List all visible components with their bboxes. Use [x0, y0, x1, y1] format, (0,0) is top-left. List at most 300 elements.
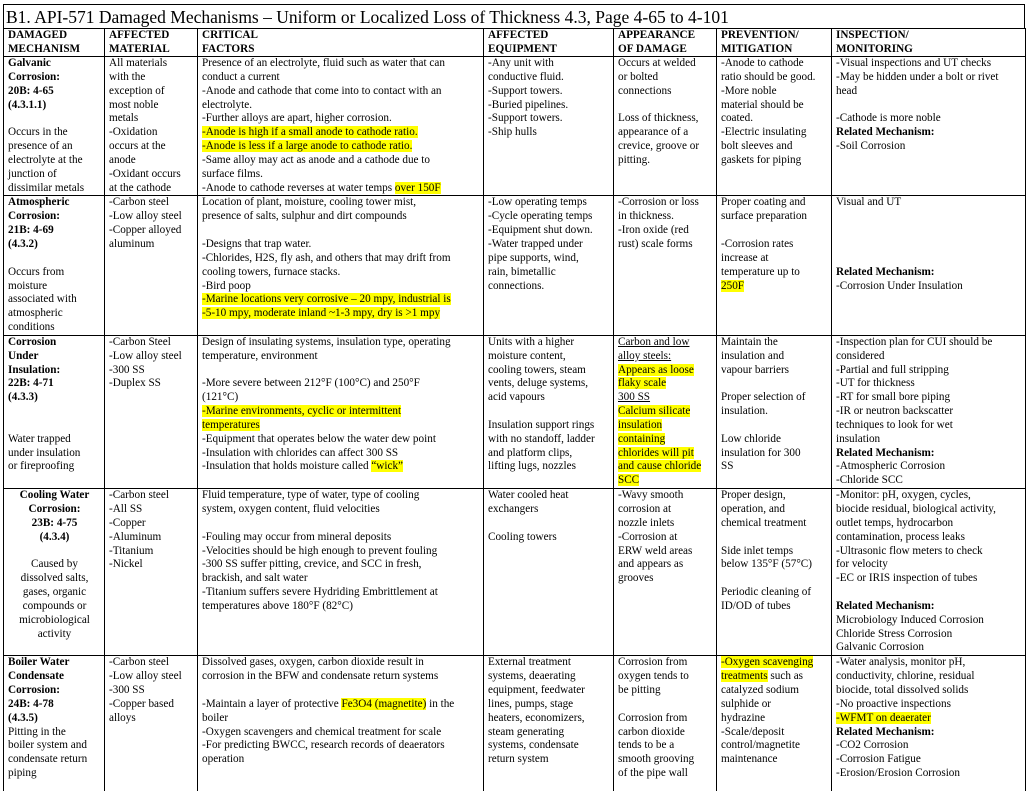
highlighted-text: -Oxygen scavenging [721, 656, 814, 669]
cell-text-line: Maintain the [721, 335, 778, 348]
cell-text-line: FACTORS [202, 42, 255, 55]
cell-text-line: Related Mechanism: [836, 599, 935, 612]
cell-text-line: corrosion at [618, 503, 672, 515]
cell-text-line: AFFECTED [488, 29, 549, 41]
cell-text-line: -Equipment that operates below the water dew point [202, 432, 436, 445]
equipment-cell [484, 57, 614, 196]
cell-text-line: -Insulation with chlorides can affect 300 SS [202, 446, 399, 459]
appearance-cell [614, 489, 717, 656]
cell-text-line: insulation and [721, 349, 785, 362]
inspection-cell [832, 57, 1026, 196]
cell-text-line: conductivity, chlorine, residual [836, 670, 975, 683]
cell-text-line: DAMAGED [8, 29, 68, 41]
cell-text-line: Dissolved gases, oxygen, carbon dioxide result in [202, 656, 424, 669]
inspection-cell [832, 489, 1026, 656]
cell-text-line: operation [202, 753, 245, 766]
cell-text-line: alloy steels: [618, 349, 672, 362]
cell-text-line: most noble [109, 98, 159, 111]
equipment-cell [484, 335, 614, 488]
cell-text-line: system, oxygen content, fluid velocities [202, 503, 380, 515]
inspection-cell [832, 335, 1026, 488]
cell-text-line: connections [618, 84, 672, 97]
cell-text-line: -Iron oxide (red [618, 224, 689, 237]
cell-text-line: -UT for thickness [836, 377, 915, 390]
cell-text-line: corrosion in the BFW and condensate return systems [202, 670, 439, 683]
cell-text-line: below 135°F (57°C) [721, 558, 812, 571]
cell-text-line: -For predicting BWCC, research records of deaerators [202, 739, 445, 752]
cell-text-line: (4.3.3) [8, 391, 38, 404]
cell-text-line: boiler system and [8, 739, 87, 752]
cell-text-line: conduct a current [202, 70, 280, 83]
highlighted-text: -Anode is less if a large anode to cathode ratio. [202, 140, 413, 153]
material-cell [105, 196, 198, 335]
cell-text-line: Atmospheric [8, 196, 70, 209]
cell-text-line: Water cooled heat [488, 489, 569, 502]
cell-text-line: -Cathode is more noble [836, 112, 941, 125]
cell-text-line: -Buried pipelines. [488, 98, 569, 111]
cell-text-line: techniques to look for wet [836, 418, 953, 431]
cell-text-line: 22B: 4-71 [8, 377, 54, 390]
cell-text-line: Periodic cleaning of [721, 586, 812, 599]
cell-text-line: grooves [618, 572, 654, 585]
highlighted-text: -5-10 mpy, moderate inland ~1-3 mpy, dry is >1 mpy [202, 307, 441, 320]
cell-text-line: -Erosion/Erosion Corrosion [836, 767, 960, 780]
inspection-cell [832, 656, 1026, 791]
cell-text-line: Corrosion: [28, 503, 81, 515]
header-appearance [614, 29, 717, 57]
header-prevention [717, 29, 832, 57]
cell-text-line: control/magnetite [721, 739, 800, 752]
cell-text-line: -Nickel [109, 558, 143, 571]
cell-text-line: with the [109, 70, 146, 83]
factors-cell [198, 489, 484, 656]
cell-text-line: External treatment [488, 656, 571, 669]
cell-text-line: -Chlorides, H2S, fly ash, and others that may drift from [202, 251, 451, 264]
appearance-cell [614, 57, 717, 196]
cell-text-line: -Ship hulls [488, 126, 537, 139]
cell-text-line: 20B: 4-65 [8, 84, 54, 97]
cell-text-line: or fireproofing [8, 460, 75, 473]
cell-text-line: Galvanic [8, 57, 51, 69]
cell-text-line: Proper design, [721, 489, 786, 502]
cell-text-line: -RT for small bore piping [836, 391, 951, 404]
cell-text-line: Design of insulating systems, insulation type, operating [202, 335, 451, 348]
cell-text-line: junction of [8, 167, 57, 180]
material-cell [105, 335, 198, 488]
cell-text-line: aluminum [109, 237, 155, 250]
equipment-cell [484, 656, 614, 791]
cell-text-line: ERW weld areas [618, 544, 693, 557]
damage-mechanism-table [3, 28, 1026, 791]
cell-text-line: -Carbon steel [109, 656, 169, 669]
cell-text-line: -Carbon Steel [109, 335, 171, 348]
cell-text-line: Boiler Water [8, 656, 70, 669]
factors-cell [198, 196, 484, 335]
cell-text-line: insulation. [721, 405, 768, 418]
highlighted-text: temperatures [202, 418, 260, 431]
cell-text-line: -No proactive inspections [836, 697, 951, 710]
cell-text-line: at the cathode [109, 181, 172, 194]
cell-text-line: Water trapped [8, 432, 71, 445]
cell-text-line: Corrosion [8, 335, 57, 348]
cell-text-line: Corrosion: [8, 70, 60, 83]
cell-text-line: -Designs that trap water. [202, 237, 312, 250]
cell-text-line: -Monitor: pH, oxygen, cycles, [836, 489, 971, 502]
cell-text-line: -More severe between 212°F (100°C) and 250°F [202, 377, 420, 390]
cell-text-line: carbon dioxide [618, 725, 685, 738]
header-factors [198, 29, 484, 57]
cell-text-line: -Fouling may occur from mineral deposits [202, 530, 392, 543]
cell-text-line: OF DAMAGE [618, 42, 687, 55]
prevention-cell [717, 335, 832, 488]
cell-text-line: systems, condensate [488, 739, 579, 752]
cell-text-line: head [836, 84, 858, 97]
cell-text-line: crevice, groove or [618, 140, 700, 153]
cell-text-line: Insulation support rings [488, 418, 595, 431]
cell-text-line: -Carbon steel [109, 489, 169, 502]
cell-text-line: Proper coating and [721, 196, 806, 209]
cell-text-line: biocide residual, biological activity, [836, 503, 996, 515]
cell-text-line: cooling towers, steam [488, 363, 586, 376]
cell-text-line: MATERIAL [109, 42, 170, 55]
cell-text-line: Proper selection of [721, 391, 806, 404]
cell-text-line: electrolyte at the [8, 153, 83, 166]
cell-text-line: 300 SS [618, 391, 651, 404]
cell-text-line: equipment, feedwater [488, 683, 585, 696]
cell-text-line: -Corrosion or loss [618, 196, 699, 209]
cell-text-line: AFFECTED [109, 29, 170, 41]
highlighted-text: Fe3O4 (magnetite) [341, 697, 427, 710]
cell-text-line: metals [109, 112, 139, 125]
cell-text-line: Microbiology Induced Corrosion [836, 613, 984, 626]
cell-text-line: MONITORING [836, 42, 913, 55]
cell-text-line: -Anode and cathode that come into to contact with an [202, 84, 442, 97]
cell-text-line: -Corrosion Fatigue [836, 753, 921, 766]
cell-text-line: Related Mechanism: [836, 126, 935, 139]
table-row [4, 489, 1026, 656]
cell-text-line: -300 SS suffer pitting, crevice, and SCC in fresh, [202, 558, 422, 571]
cell-text-line: -IR or neutron backscatter [836, 405, 954, 418]
cell-text-line: moisture content, [488, 349, 566, 362]
cell-text-line: surface preparation [721, 210, 808, 223]
highlighted-text: insulation [618, 418, 663, 431]
cell-text-line: -Wavy smooth [618, 489, 684, 502]
cell-text-line: conductive fluid. [488, 70, 564, 83]
prevention-cell: -Oxygen scavenging treatments such as catalyzed sodium sulphide or hydrazine -Scale/deposit control/magnetite maintenance [717, 656, 832, 791]
cell-text-line: 23B: 4-75 [31, 516, 78, 529]
cell-text-line: Pitting in the [8, 725, 66, 738]
cell-text-line: sulphide or [721, 697, 772, 710]
appearance-cell [614, 196, 717, 335]
cell-text-line: Corrosion from [618, 656, 688, 669]
cell-text-line: -Low alloy steel [109, 349, 182, 362]
cell-text-line: -Soil Corrosion [836, 140, 906, 153]
cell-text-line: -Low operating temps [488, 196, 587, 209]
cell-text-line: appearance of a [618, 126, 689, 139]
cell-text-line: -Aluminum [109, 530, 162, 543]
mechanism-cell [4, 656, 105, 791]
highlighted-text: SCC [618, 474, 640, 487]
cell-text-line: or bolted [618, 70, 659, 83]
cell-text-line: (4.3.5) [8, 711, 38, 724]
cell-text-line: rust) scale forms [618, 237, 693, 250]
factors-cell: Presence of an electrolyte, fluid such as water that can conduct a current -Anode and cathode that come into to contact with an electrolyte. -Further alloys are apart, higher corrosion. -Anode is high if a small anode to cathode ratio. -Anode is less if a large anode to cathode ratio. -Same alloy may act as anode and a cathode due to surface films. -Anode to cathode reverses at water temps over 150F [198, 57, 484, 196]
cell-text-line: -EC or IRIS inspection of tubes [836, 572, 978, 585]
cell-text-line: -Oxidant occurs [109, 167, 181, 180]
cell-text-line: nozzle inlets [618, 516, 675, 529]
cell-text-line: increase at [721, 251, 769, 264]
cell-text-line: microbiological [19, 613, 90, 626]
cell-text-line: smooth grooving [618, 753, 695, 766]
cell-text-line: -Partial and full stripping [836, 363, 949, 376]
cell-text-line: -Copper alloyed [109, 224, 182, 237]
cell-text-line: Cooling Water [19, 489, 90, 502]
cell-text-line: Condensate [8, 670, 64, 683]
cell-text-line: surface films. [202, 167, 263, 180]
table-row [4, 57, 1026, 196]
cell-text-line: lifting lugs, nozzles [488, 460, 576, 473]
cell-text-line: vapour barriers [721, 363, 790, 376]
cell-text-line: compounds or [22, 599, 87, 612]
cell-text-line: biocide, total dissolved solids [836, 683, 969, 696]
cell-text-line: -Titanium [109, 544, 154, 557]
mechanism-cell [4, 489, 105, 656]
cell-text-line: -Low alloy steel [109, 670, 182, 683]
cell-text-line: in thickness. [618, 210, 674, 223]
cell-text-line: acid vapours [488, 391, 545, 404]
cell-text-line: presence of salts, sulphur and dirt compounds [202, 210, 407, 223]
highlighted-text: 250F [721, 279, 745, 292]
material-cell [105, 57, 198, 196]
material-cell [105, 489, 198, 656]
cell-text-line: -Corrosion at [618, 530, 678, 543]
cell-text-line: oxygen tends to [618, 670, 689, 683]
cell-text-line: electrolyte. [202, 98, 253, 111]
cell-text-line: conditions [8, 321, 55, 334]
highlighted-text: Appears as loose [618, 363, 694, 376]
cell-text-line: -Equipment shut down. [488, 224, 593, 237]
header-material [105, 29, 198, 57]
cell-text-line: contamination, process leaks [836, 530, 965, 543]
cell-text-line: PREVENTION/ [721, 29, 799, 41]
cell-text-line: ratio should be good. [721, 70, 816, 83]
cell-text-line: MECHANISM [8, 42, 81, 55]
cell-text-line: cooling towers, furnace stacks. [202, 265, 341, 278]
cell-text-line: atmospheric [8, 307, 63, 320]
cell-text-line: be pitting [618, 683, 661, 696]
prevention-cell [717, 196, 832, 335]
cell-text-line: exception of [109, 84, 165, 97]
cell-text-line: of the pipe wall [618, 767, 688, 780]
cell-text-line: -More noble [721, 84, 777, 97]
highlighted-text: and cause chloride [618, 460, 702, 473]
cell-text-line: systems, deaerating [488, 670, 576, 683]
cell-text-line: and platform clips, [488, 446, 573, 459]
cell-text-line: -Water trapped under [488, 237, 583, 250]
cell-text-line: -Ultrasonic flow meters to check [836, 544, 983, 557]
cell-text-line: chemical treatment [721, 516, 807, 529]
cell-text-line: return system [488, 753, 549, 766]
cell-text-line: anode [109, 153, 136, 166]
cell-text-line: associated with [8, 293, 77, 306]
cell-text-line: gaskets for piping [721, 153, 802, 166]
cell-text-line: -Any unit with [488, 57, 554, 69]
cell-text-line: exchangers [488, 503, 539, 515]
cell-text-line: connections. [488, 279, 545, 292]
highlighted-text: treatments [721, 670, 768, 683]
cell-text-line: (4.3.2) [8, 237, 38, 250]
cell-text-line: catalyzed sodium [721, 683, 799, 696]
cell-text-line: -Electric insulating [721, 126, 807, 139]
cell-text-line: tends to be a [618, 739, 675, 752]
cell-text-line: dissimilar metals [8, 181, 85, 194]
cell-text-line: -Oxygen scavengers and chemical treatment for scale [202, 725, 442, 738]
cell-text-line: vents, deluge systems, [488, 377, 589, 390]
cell-text-line: Loss of thickness, [618, 112, 699, 125]
cell-text-line: -Chloride SCC [836, 474, 903, 487]
cell-text-line: pitting. [618, 153, 651, 166]
mechanism-cell [4, 335, 105, 488]
material-cell [105, 656, 198, 791]
cell-text-line: Corrosion: [8, 683, 60, 696]
cell-text-line: Corrosion: [8, 210, 60, 223]
cell-text-line: (4.3.1.1) [8, 98, 47, 111]
cell-text-line: (121°C) [202, 391, 239, 404]
cell-text-line: CRITICAL [202, 29, 258, 41]
highlighted-text: -Anode is high if a small anode to cathode ratio. [202, 126, 418, 139]
cell-text-line: EQUIPMENT [488, 42, 557, 55]
cell-text-line: Side inlet temps [721, 544, 794, 557]
cell-text-line: -Water analysis, monitor pH, [836, 656, 966, 669]
cell-text-line: -Carbon steel [109, 196, 169, 209]
prevention-cell [717, 489, 832, 656]
cell-text-line: condensate return [8, 753, 88, 766]
table-row [4, 656, 1026, 791]
highlighted-text: over 150F [394, 181, 441, 194]
cell-text-line: temperature up to [721, 265, 800, 278]
cell-text-line: hydrazine [721, 711, 766, 724]
cell-text-line: -All SS [109, 503, 143, 515]
highlighted-text: “wick” [371, 460, 404, 473]
cell-text-line: moisture [8, 279, 48, 292]
cell-text-line: coated. [721, 112, 753, 125]
cell-text-line: alloys [109, 711, 136, 724]
highlighted-text: chlorides will pit [618, 446, 694, 459]
cell-text-line: -May be hidden under a bolt or rivet [836, 70, 999, 83]
cell-text-line: with no standoff, ladder [488, 432, 595, 445]
cell-text-line: Insulation: [8, 363, 61, 376]
cell-text-line: -Support towers. [488, 112, 563, 125]
cell-text-line: -Oxidation [109, 126, 158, 139]
cell-text-line: Presence of an electrolyte, fluid such as water that can [202, 57, 445, 69]
cell-text-line: MITIGATION [721, 42, 793, 55]
cell-text-line: Related Mechanism: [836, 265, 935, 278]
header-mechanism [4, 29, 105, 57]
header-inspection [832, 29, 1026, 57]
cell-text-line: -Same alloy may act as anode and a cathode due to [202, 153, 431, 166]
cell-text-line: (4.3.4) [39, 530, 70, 543]
cell-text-line: -300 SS [109, 363, 145, 376]
cell-text-line: Corrosion from [618, 711, 688, 724]
cell-text-line: -Anode to cathode [721, 57, 804, 69]
cell-text-line: steam generating [488, 725, 565, 738]
highlighted-text: containing [618, 432, 666, 445]
cell-text-line: insulation [836, 432, 881, 445]
cell-text-line: -Low alloy steel [109, 210, 182, 223]
cell-text-line: outlet temps, hydrocarbon [836, 516, 954, 529]
cell-text-line: maintenance [721, 753, 778, 766]
cell-text-line: -Scale/deposit [721, 725, 785, 738]
cell-text-line: Visual and UT [836, 196, 902, 209]
cell-text-line: presence of an [8, 140, 73, 153]
cell-text-line: -Copper [109, 516, 146, 529]
cell-text-line: -Inspection plan for CUI should be [836, 335, 993, 348]
cell-text-line: Fluid temperature, type of water, type of cooling [202, 489, 420, 502]
cell-text-line: Galvanic Corrosion [836, 641, 924, 654]
cell-text-line: insulation for 300 [721, 446, 801, 459]
cell-text-line: considered [836, 349, 885, 362]
appearance-cell [614, 656, 717, 791]
cell-text-line: rain, bimetallic [488, 265, 556, 278]
highlighted-text: Calcium silicate [618, 405, 691, 418]
cell-text-line: heaters, economizers, [488, 711, 585, 724]
cell-text-line: -Bird poop [202, 279, 251, 292]
cell-text-line: activity [37, 627, 72, 640]
cell-text-line: SS [721, 460, 734, 473]
table-row [4, 196, 1026, 335]
cell-text-line: -Support towers. [488, 84, 563, 97]
mechanism-cell [4, 57, 105, 196]
cell-text-line: All materials [109, 57, 168, 69]
cell-text-line: -Copper based [109, 697, 174, 710]
cell-text-line: -Cycle operating temps [488, 210, 593, 223]
header-row [4, 29, 1026, 57]
cell-text-line: bolt sleeves and [721, 140, 793, 153]
mechanism-cell [4, 196, 105, 335]
cell-text-line: -Corrosion rates [721, 237, 794, 250]
cell-text-line: pipe supports, wind, [488, 251, 579, 264]
cell-text-line: piping [8, 767, 37, 780]
cell-text-line: Occurs at welded [618, 57, 696, 69]
cell-text-line: Related Mechanism: [836, 446, 935, 459]
factors-cell: Dissolved gases, oxygen, carbon dioxide result in corrosion in the BFW and condensate return systems -Maintain a layer of protective Fe3O4 (magnetite) in the boiler -Oxygen scavengers and chemical treatment for scale -For predicting BWCC, research records of deaerators operation [198, 656, 484, 791]
cell-text-line: Location of plant, moisture, cooling tower mist, [202, 196, 417, 209]
cell-text-line: INSPECTION/ [836, 29, 909, 41]
cell-text-line: ID/OD of tubes [721, 599, 791, 612]
highlighted-text: -Marine locations very corrosive – 20 mpy, industrial is [202, 293, 451, 306]
cell-text-line: Cooling towers [488, 530, 557, 543]
cell-text-line: gases, organic [22, 586, 87, 599]
cell-text-line: -Velocities should be high enough to prevent fouling [202, 544, 438, 557]
cell-text-line: lines, pumps, stage [488, 697, 574, 710]
prevention-cell [717, 57, 832, 196]
cell-text-line: -Further alloys are apart, higher corrosion. [202, 112, 392, 125]
equipment-cell [484, 489, 614, 656]
cell-text-line: for velocity [836, 558, 888, 571]
cell-text-line: -Titanium suffers severe Hydriding Embrittlement at [202, 586, 438, 599]
cell-text-line: -Atmospheric Corrosion [836, 460, 946, 473]
cell-text-line: temperatures above 180°F (82°C) [202, 599, 353, 612]
cell-text-line: APPEARANCE [618, 29, 696, 41]
cell-text-line: -CO2 Corrosion [836, 739, 909, 752]
cell-text-line: brackish, and salt water [202, 572, 308, 585]
cell-text-line: Chloride Stress Corrosion [836, 627, 953, 640]
cell-text-line: under insulation [8, 446, 81, 459]
cell-text-line: occurs at the [109, 140, 166, 153]
cell-text-line: -Visual inspections and UT checks [836, 57, 992, 69]
cell-text-line: 24B: 4-78 [8, 697, 54, 710]
cell-text-line: Occurs from [8, 265, 65, 278]
